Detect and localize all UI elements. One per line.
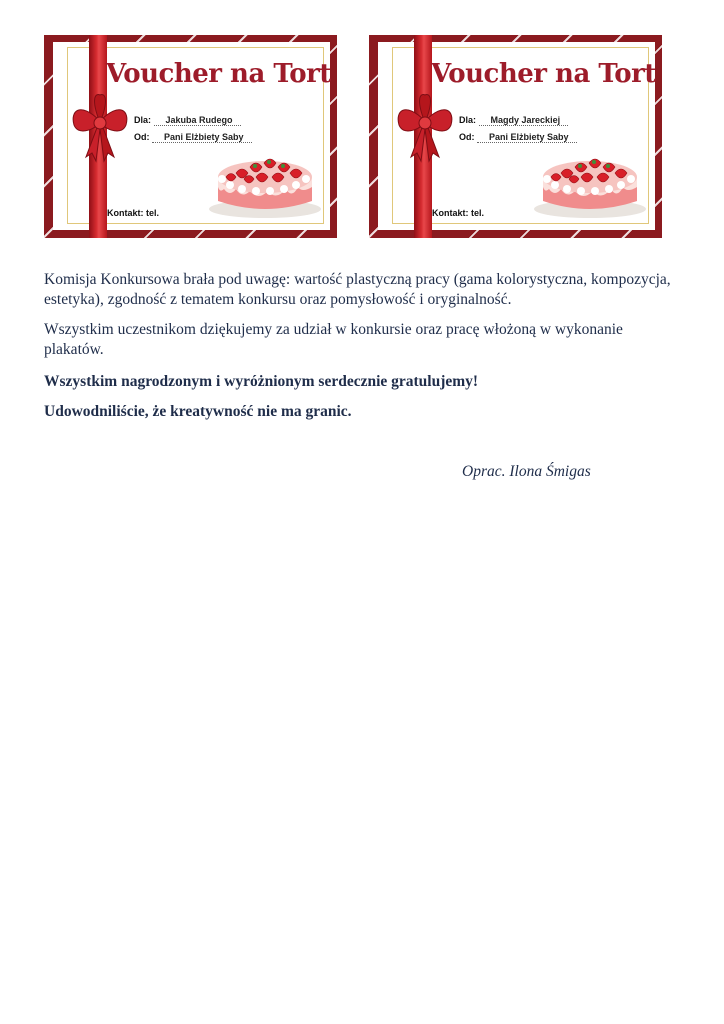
strawberry-cake-icon [206,139,324,221]
voucher-contact: Kontakt: tel. [432,208,485,218]
ribbon-bow-icon [70,91,130,163]
voucher-contact: Kontakt: tel. [107,208,160,218]
voucher-for-line [459,115,568,126]
voucher-for-label: Dla: [459,115,477,125]
voucher-image-2 [369,35,662,238]
voucher-for-label: Dla: [134,115,152,125]
voucher-for-line [134,115,241,126]
creativity-paragraph: Udowodniliście, że kreatywność nie ma granic. [44,403,352,420]
criteria-paragraph: Komisja Konkursowa brała pod uwagę: wartość plastyczną pracy (gama kolorystyczna, kompozycja, estetyka), zgodność z tematem konkursu oraz pomysłowość i oryginalność. [44,271,671,308]
author-signature: Oprac. Ilona Śmigas [462,463,591,480]
thanks-paragraph: Wszystkim uczestnikom dziękujemy za udział w konkursie oraz pracę włożoną w wykonanie plakatów. [44,321,623,358]
voucher-image-1 [44,35,337,238]
voucher-from-label: Od: [134,132,150,142]
ribbon-bow-icon [395,91,455,163]
voucher-for-value: Magdy Jareckiej [479,115,569,126]
voucher-for-value: Jakuba Rudego [154,115,241,126]
voucher-from-label: Od: [459,132,475,142]
voucher-from-value: Pani Elżbiety Saby [152,132,252,143]
congrats-paragraph: Wszystkim nagrodzonym i wyróżnionym serdecznie gratulujemy! [44,373,479,390]
voucher-title: Voucher na Tort [431,59,656,89]
voucher-from-value: Pani Elżbiety Saby [477,132,577,143]
strawberry-cake-icon [531,139,649,221]
voucher-title: Voucher na Tort [106,59,331,89]
